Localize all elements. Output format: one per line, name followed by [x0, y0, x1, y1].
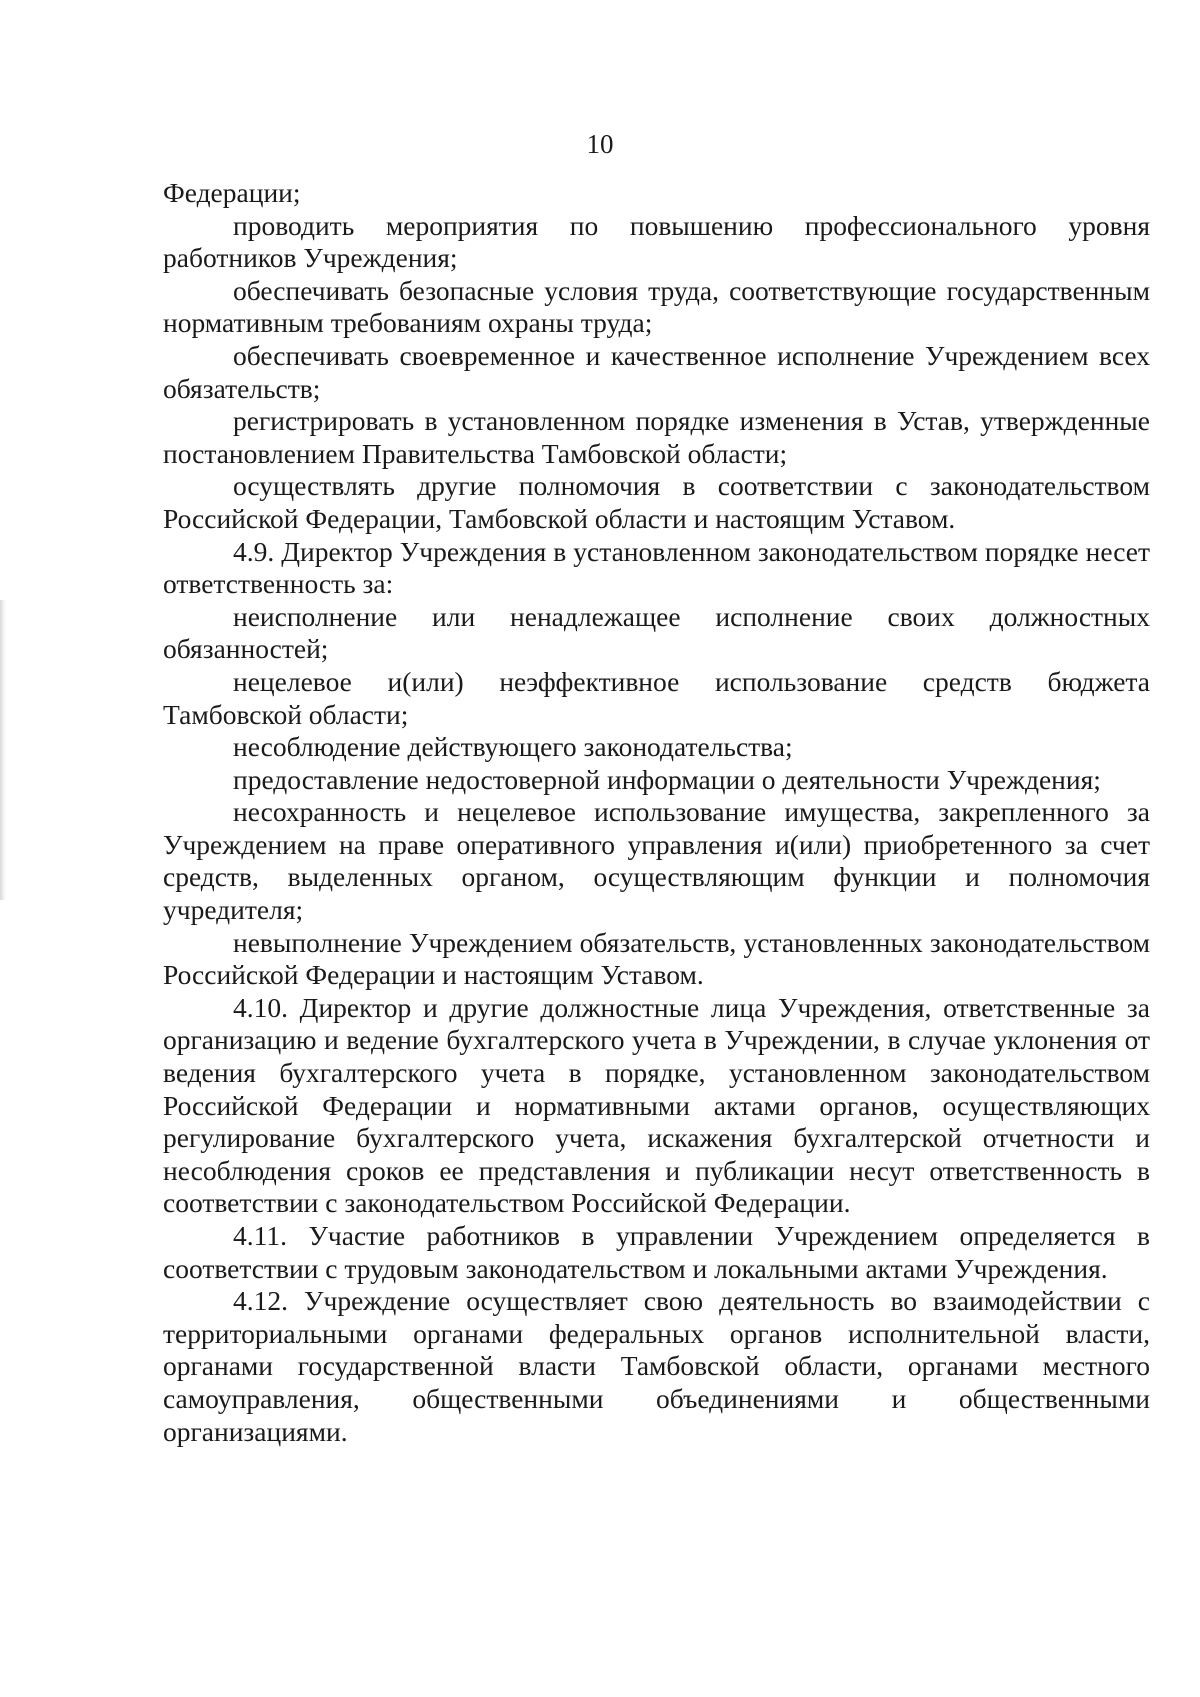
paragraph: регистрировать в установленном порядке изменения в Устав, утвержденные постановлением Правительства Тамбовской области; [163, 405, 1150, 469]
paragraph: проводить мероприятия по повышению профессионального уровня работников Учреждения; [163, 209, 1150, 274]
paragraph-4-9: 4.9. Директор Учреждения в установленном законодательством порядке несет ответственность за: [163, 535, 1150, 600]
paragraph: неисполнение или ненадлежащее исполнение своих должностных обязанностей; [163, 600, 1150, 665]
paragraph: предоставление недостоверной информации о деятельности Учреждения; [233, 763, 1101, 795]
paragraph-4-12: 4.12. Учреждение осуществляет свою деятельность во взаимодействии с территориальными органами федеральных органов исполнительной власти, органами государственной власти Тамбовской области, органами местного самоуправления, общественными объединениями и общественными организациями. [163, 1285, 1150, 1447]
paragraph-4-11: 4.11. Участие работников в управлении Учреждением определяется в соответствии с трудовым законодательством и локальными актами Учреждения. [163, 1220, 1150, 1284]
paragraph: обеспечивать своевременное и качественное исполнение Учреждением всех обязательств; [163, 339, 1150, 404]
paragraph: несохранность и нецелевое использование имущества, закрепленного за Учреждением на праве оперативного управления и(или) приобретенного за счет средств, выделенных органом, осуществляющим функции и полномочия учредителя; [163, 796, 1150, 926]
paragraph: обеспечивать безопасные условия труда, соответствующие государственным нормативным требованиям охраны труда; [163, 274, 1150, 339]
paragraph: несоблюдение действующего законодательства; [233, 731, 793, 763]
scan-shadow-edge [0, 600, 6, 900]
document-body [163, 177, 1150, 1448]
paragraph: невыполнение Учреждением обязательств, установленных законодательством Российской Федерации и настоящим Уставом. [163, 926, 1150, 991]
paragraph-4-10: 4.10. Директор и другие должностные лица Учреждения, ответственные за организацию и ведение бухгалтерского учета в Учреждении, в случае уклонения от ведения бухгалтерского учета в порядке, установленном законодательством Российской Федерации и нормативными актами органов, осуществляющих регулирование бухгалтерского учета, искажения бухгалтерской отчетности и несоблюдения сроков ее представления и публикации несут ответственность в соответствии с законодательством Российской Федерации. [163, 991, 1150, 1219]
paragraph: нецелевое и(или) неэффективное использование средств бюджета Тамбовской области; [163, 665, 1150, 730]
page-number: 10 [586, 129, 614, 159]
paragraph: Федерации; [163, 177, 301, 208]
paragraph: осуществлять другие полномочия в соответствии с законодательством Российской Федерации, Тамбовской области и настоящим Уставом. [163, 470, 1150, 534]
